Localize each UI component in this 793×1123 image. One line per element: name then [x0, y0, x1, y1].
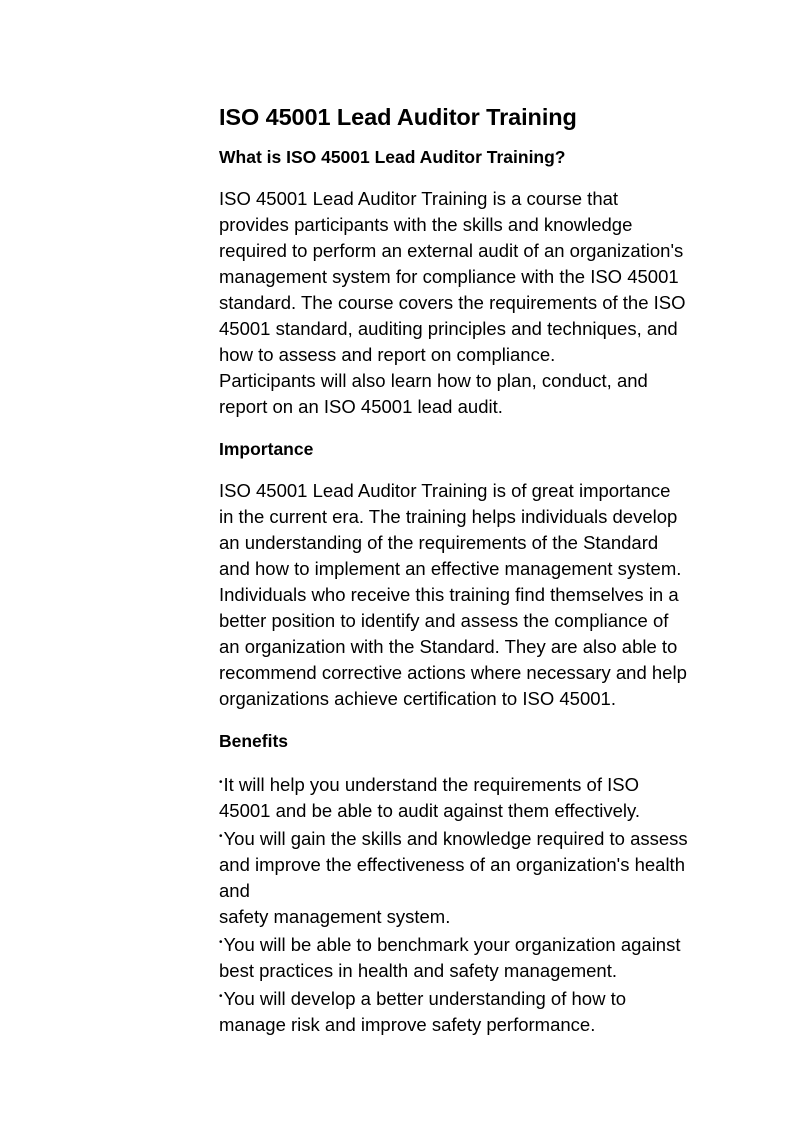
section-heading-what-is: What is ISO 45001 Lead Auditor Training?: [219, 147, 566, 167]
list-item: [219, 770, 689, 824]
section-heading-benefits: Benefits: [219, 731, 289, 751]
document-page: [219, 100, 689, 1038]
list-item: [219, 930, 689, 984]
bullet-icon: •: [219, 831, 223, 842]
importance-paragraph: ISO 45001 Lead Auditor Training is of great importance in the current era. The training helps individuals develop an understanding of the requirements of the Standard and how to implement an effective management system. Individuals who receive this training find themselves in a better position to identify and assess the compliance of an organization with the Standard. They are also able to recommend corrective actions where necessary and help organizations achieve certification to ISO 45001.: [219, 480, 687, 709]
section-heading-importance: Importance: [219, 439, 314, 459]
list-item: [219, 984, 689, 1038]
benefit-text: safety management system.: [219, 906, 451, 927]
benefit-text: You will be able to benchmark your organization against best practices in health and safety management.: [219, 934, 681, 981]
list-item-continuation: [219, 904, 689, 930]
bullet-icon: •: [219, 777, 223, 788]
what-is-paragraph-2: Participants will also learn how to plan, conduct, and report on an ISO 45001 lead audit.: [219, 370, 648, 417]
benefit-text: You will gain the skills and knowledge required to assess and improve the effectiveness of an organization's health and: [219, 828, 688, 901]
bullet-icon: •: [219, 991, 223, 1002]
bullet-icon: •: [219, 937, 223, 948]
importance-body: [219, 478, 689, 712]
benefit-text: It will help you understand the requirements of ISO 45001 and be able to audit against them effectively.: [219, 774, 641, 821]
list-item: [219, 824, 689, 904]
what-is-body: [219, 186, 689, 420]
benefits-list: [219, 770, 689, 1038]
document-title: ISO 45001 Lead Auditor Training: [219, 104, 577, 130]
what-is-paragraph-1: ISO 45001 Lead Auditor Training is a course that provides participants with the skills and knowledge required to perform an external audit of an organization's management system for compliance with the ISO 45001 standard. The course covers the requirements of the ISO 45001 standard, auditing principles and techniques, and how to assess and report on compliance.: [219, 188, 686, 365]
benefit-text: You will develop a better understanding of how to manage risk and improve safety performance.: [219, 988, 626, 1035]
